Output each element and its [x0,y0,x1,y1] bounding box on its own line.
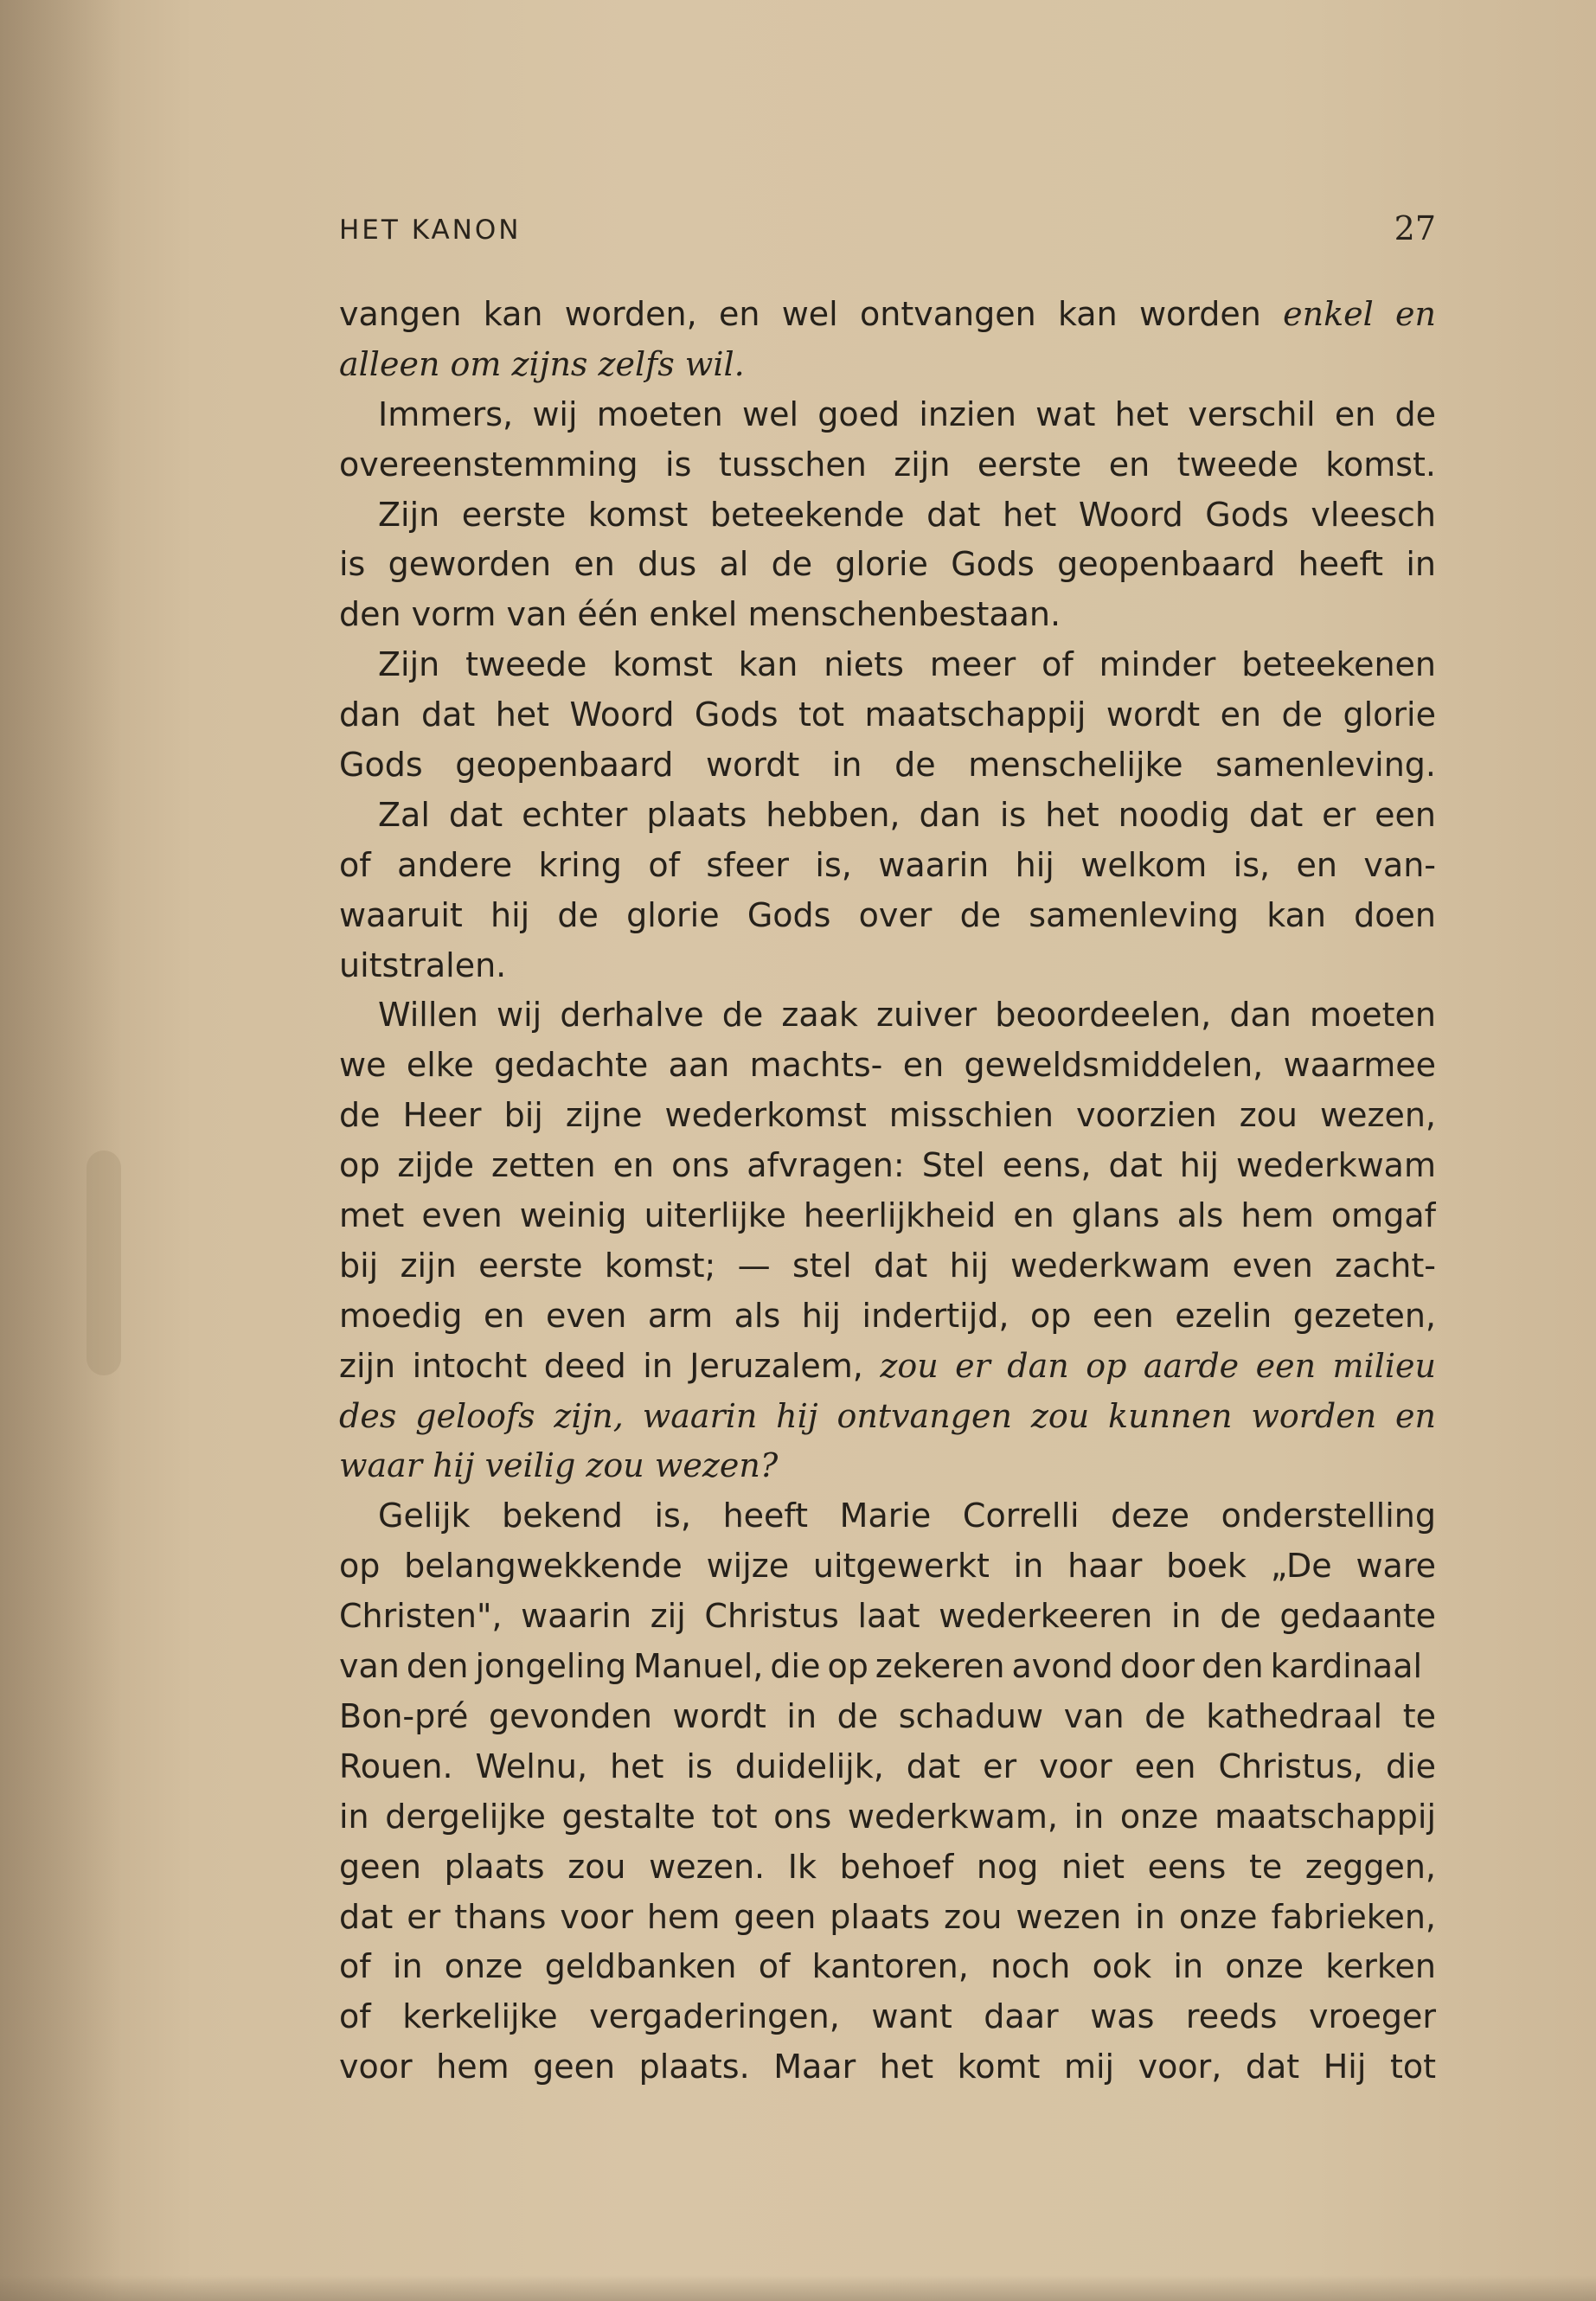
text-run: Gelijk bekend is, heeft Marie Correlli deze onderstelling [378,1497,1436,1535]
italic-text: waar hij veilig zou wezen? [339,1446,779,1485]
text-line [339,1491,1436,1541]
text-run: vangen kan worden, en wel ontvangen kan worden [339,295,1284,333]
italic-text: zou er dan op aarde een milieu [880,1346,1436,1385]
text-line [339,1141,1436,1191]
text-line [339,1342,1436,1392]
text-line [339,440,1436,490]
text-run: van den jongeling Manuel, die op zekeren avond door den kardinaal [339,1647,1423,1686]
text-line [339,1091,1436,1141]
text-line [339,1392,1436,1442]
page-number: 27 [1394,209,1436,247]
running-title: HET KANON [339,215,522,246]
page-header [339,209,1436,253]
text-line [339,1541,1436,1592]
text-run: of andere kring of sfeer is, waarin hij welkom is, en van- [339,845,1436,884]
text-line [339,640,1436,690]
text-line [339,1942,1436,1992]
text-line [339,1992,1436,2042]
text-line [339,740,1436,791]
text-line [339,2042,1436,2093]
text-line [339,1592,1436,1642]
text-run: Zijn eerste komst beteekende dat het Woord Gods vleesch [378,495,1436,534]
text-run: of in onze geldbanken of kantoren, noch ook in onze kerken [339,1947,1436,1986]
text-line [339,891,1436,941]
body-text [339,290,1436,2093]
page-fold-shadow [87,1150,121,1375]
text-line [339,340,1436,390]
text-run: is geworden en dus al de glorie Gods geopenbaard heeft in [339,545,1436,584]
text-run: met even weinig uiterlijke heerlijkheid en glans als hem omgaf [339,1196,1436,1235]
text-run: dan dat het Woord Gods tot maatschappij wordt en de glorie [339,695,1436,734]
text-run: Willen wij derhalve de zaak zuiver beoordeelen, dan moeten [378,996,1436,1035]
text-run: Zal dat echter plaats hebben, dan is het noodig dat er een [378,795,1436,834]
text-run: op belangwekkende wijze uitgewerkt in haar boek „De ware [339,1547,1436,1586]
text-run: we elke gedachte aan machts- en geweldsmiddelen, waarmee [339,1046,1436,1085]
text-line [339,1642,1436,1692]
text-run: of kerkelijke vergaderingen, want daar was reeds vroeger [339,1997,1436,2036]
text-run: dat er thans voor hem geen plaats zou wezen in onze fabrieken, [339,1897,1436,1936]
italic-text: enkel en [1283,295,1436,333]
text-run: Zijn tweede komst kan niets meer of minder beteekenen [378,645,1436,684]
text-run: voor hem geen plaats. Maar het komt mij voor, dat Hij tot [339,2048,1436,2086]
text-run: bij zijn eerste komst; — stel dat hij wederkwam even zacht- [339,1246,1436,1285]
text-line [339,1893,1436,1943]
text-line [339,791,1436,841]
text-run: Bon-pré gevonden wordt in de schaduw van de kathedraal te [339,1696,1436,1735]
text-line [339,1292,1436,1342]
text-run: uitstralen. [339,945,507,984]
text-line [339,1692,1436,1742]
text-run: Gods geopenbaard wordt in de menschelijke samenleving. [339,746,1436,785]
text-run: in dergelijke gestalte tot ons wederkwam, in onze maatschappij [339,1797,1436,1836]
text-run: den vorm van één enkel menschenbestaan. [339,595,1061,634]
text-run: geen plaats zou wezen. Ik behoef nog niet eens te zeggen, [339,1847,1436,1886]
text-line [339,690,1436,740]
text-line [339,1792,1436,1843]
text-line [339,1041,1436,1091]
text-line [339,490,1436,541]
italic-text: alleen om zijns zelfs wil. [339,344,745,383]
text-line [339,1441,1436,1491]
text-line [339,941,1436,991]
text-line [339,1742,1436,1792]
text-run: op zijde zetten en ons afvragen: Stel eens, dat hij wederkwam [339,1146,1436,1185]
text-run: zijn intocht deed in Jeruzalem, [339,1346,881,1385]
text-line [339,1241,1436,1292]
text-line [339,390,1436,440]
italic-text: des geloofs zijn, waarin hij ontvangen zou kunnen worden en [339,1396,1436,1435]
text-line [339,540,1436,590]
text-line [339,590,1436,640]
text-line [339,1843,1436,1893]
text-run: Immers, wij moeten wel goed inzien wat het verschil en de [378,394,1436,433]
text-line [339,1191,1436,1241]
text-run: waaruit hij de glorie Gods over de samenleving kan doen [339,895,1436,934]
text-line [339,290,1436,340]
text-run: de Heer bij zijne wederkomst misschien voorzien zou wezen, [339,1096,1436,1135]
text-run: moedig en even arm als hij indertijd, op een ezelin gezeten, [339,1296,1436,1335]
text-run: Christen", waarin zij Christus laat wederkeeren in de gedaante [339,1597,1436,1636]
text-run: overeenstemming is tusschen zijn eerste en tweede komst. [339,445,1436,484]
text-run: Rouen. Welnu, het is duidelijk, dat er voor een Christus, die [339,1747,1436,1785]
text-line [339,990,1436,1041]
text-line [339,841,1436,891]
